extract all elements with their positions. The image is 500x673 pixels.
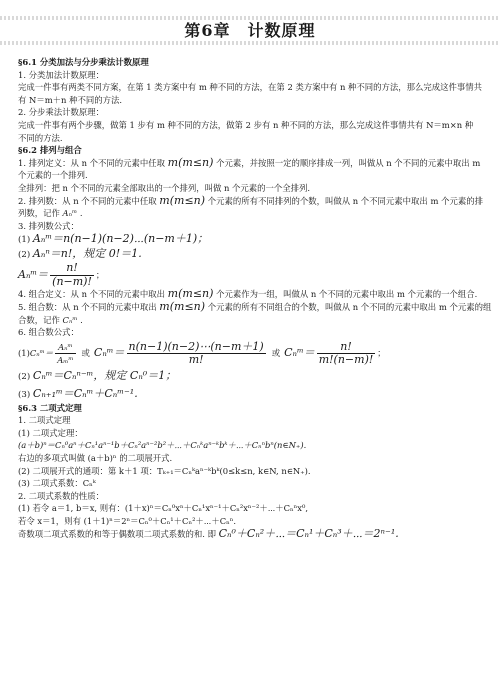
multiplication-principle-text-2: 不同的方法.	[18, 132, 63, 143]
permutation-condition: m(m≤n)	[167, 155, 214, 169]
combination-number-text-b: 个元素的所有不同组合的个数，叫做从 n 个不同的元素中取出 m 个元素的组	[207, 301, 492, 312]
combination-number-text-d: .	[80, 314, 83, 325]
combination-formula-1c-lhs: Cₙᵐ＝	[284, 346, 315, 360]
binomial-theorem-formula: (a＋b)ⁿ＝Cₙ⁰aⁿ＋Cₙ¹aⁿ⁻¹b＋Cₙ²aⁿ⁻²b²＋⋯＋Cₙᵏaⁿ⁻ᵏbᵏ＋⋯＋Cₙⁿbⁿ(n∈N₊).	[18, 440, 307, 451]
page-title: 第6章 计数原理	[184, 21, 316, 40]
binomial-expansion-note: 右边的多项式叫做 (a＋b)ⁿ 的二项展开式.	[18, 453, 173, 464]
permutation-formula-title: 3. 排列数公式：	[18, 220, 79, 231]
combination-number-text-c: 合数，记作	[18, 314, 60, 325]
section-heading-6-1: §6.1 分类加法与分步乘法计数原理	[18, 57, 149, 67]
permutation-formula-3-lhs: Aₙᵐ＝	[18, 268, 49, 282]
combination-formula-3-expr: Cₙ₊₁ᵐ＝Cₙᵐ＋Cₙᵐ⁻¹.	[32, 386, 138, 400]
fraction-denominator: (n−m)!	[52, 274, 92, 288]
permutation-formula-3-tail: ；	[95, 270, 105, 281]
permutation-formula-2	[18, 247, 486, 262]
or-text: 或	[271, 348, 281, 359]
combination-number-1	[18, 299, 492, 314]
permutation-formula-2-label: (2)	[18, 250, 31, 261]
permutation-formula-1-expr: Aₙᵐ＝n(n−1)(n−2)⋯(n−m＋1)；	[32, 232, 209, 246]
coefficient-properties-title: 2. 二项式系数的性质：	[18, 490, 105, 501]
combination-formula-3	[18, 387, 486, 402]
or-text: 或	[81, 348, 90, 359]
coefficient-property-3	[18, 528, 486, 541]
combination-formula-1-tail: ；	[377, 348, 386, 359]
permutation-number-1	[18, 195, 486, 208]
general-term-formula: (2) 二项展开式的通项：第 k＋1 项：Tₖ₊₁＝Cₙᵏaⁿ⁻ᵏbᵏ(0≤k≤n, k∈N, n∈N₊).	[18, 465, 311, 476]
permutation-formula-2-expr: Aₙⁿ＝n!，规定 0!＝1.	[32, 247, 142, 261]
permutation-number-text-a: 2. 排列数：从 n 个不同的元素中任取	[18, 195, 157, 206]
permutation-formula-3-fraction	[50, 262, 94, 288]
combination-number-2	[18, 314, 486, 327]
addition-principle-text-2: 有 N＝m＋n 种不同的方法.	[18, 94, 123, 105]
coefficient-property-2: 若令 x＝1，则有 (1＋1)ⁿ＝2ⁿ＝Cₙ⁰＋Cₙ¹＋Cₙ²＋⋯＋Cₙⁿ.	[18, 516, 237, 527]
combination-formula-1-prefix: Cₙᵐ＝	[29, 348, 54, 359]
fraction-numerator: n!	[50, 262, 94, 276]
combination-formula-3-label: (3)	[18, 389, 31, 400]
combination-formula-2-expr: Cₙᵐ＝Cₙⁿ⁻ᵐ，规定 Cₙ⁰＝1；	[32, 368, 177, 382]
combination-formula-1	[18, 339, 486, 369]
permutation-number-text-d: .	[79, 208, 83, 219]
combination-fraction-a	[55, 341, 75, 367]
permutation-number-text-b: 个元素的所有不同排列的个数，叫做从 n 个不同元素中取出 m 个元素的排	[207, 195, 483, 206]
permutation-formula-1	[18, 232, 486, 247]
permutation-formula-1-label: (1)	[18, 235, 31, 246]
combination-fraction-c	[317, 341, 376, 367]
permutation-number-condition: m(m≤n)	[159, 193, 206, 207]
combination-symbol: Cₙᵐ	[62, 314, 78, 325]
permutation-symbol: Aₙᵐ	[62, 208, 78, 219]
fraction-numerator: n(n−1)(n−2)⋯(n−m＋1)	[128, 339, 264, 353]
section-heading-6-2: §6.2 排列与组合	[18, 145, 82, 156]
fraction-denominator: Aₘᵐ	[57, 355, 74, 366]
combination-number-condition: m(m≤n)	[159, 299, 206, 313]
binomial-theorem-title: 1. 二项式定理	[18, 415, 71, 426]
combination-condition: m(m≤n)	[167, 287, 214, 301]
multiplication-principle-text-1: 完成一件事有两个步骤，做第 1 步有 m 种不同的方法，做第 2 步有 n 种不同的方法，那么完成这件事情共有 N＝m×n 种	[18, 119, 474, 130]
binomial-theorem-subtitle: (1) 二项式定理：	[18, 427, 83, 438]
combination-formula-1b-lhs: Cₙᵐ＝	[93, 346, 125, 360]
permutation-definition-1	[18, 157, 486, 170]
permutation-definition-text-a: 1. 排列定义：从 n 个不同的元素中任取	[18, 157, 165, 168]
combination-formula-2	[18, 369, 486, 384]
permutation-number-text-c: 列数，记作	[18, 208, 60, 219]
combination-definition-text-a: 4. 组合定义：从 n 个不同的元素中取出	[18, 289, 165, 300]
fraction-denominator: m!(n−m)!	[318, 353, 374, 367]
document-body	[18, 56, 492, 540]
addition-principle-text-1: 完成一件事有两类不同方案，在第 1 类方案中有 m 种不同的方法，在第 2 类方案中有 n 种不同的方法，那么完成这件事情共	[18, 82, 483, 93]
full-permutation-definition: 全排列：把 n 个不同的元素全部取出的一个排列，叫做 n 个元素的一个全排列.	[18, 182, 311, 193]
title-rule-bottom	[0, 41, 500, 45]
permutation-definition-2: 个元素的一个排列.	[18, 170, 88, 181]
addition-principle-title: 1. 分类加法计数原理：	[18, 69, 105, 80]
combination-number-text-a: 5. 组合数：从 n 个不同的元素中取出	[18, 301, 157, 312]
binomial-coefficient: (3) 二项式系数：Cₙᵏ	[18, 478, 96, 489]
fraction-numerator: n!	[317, 341, 376, 355]
combination-fraction-b	[127, 341, 266, 367]
fraction-numerator: Aₙᵐ	[55, 341, 75, 355]
coefficient-property-3-formula: Cₙ⁰＋Cₙ²＋⋯＝Cₙ¹＋Cₙ³＋⋯＝2ⁿ⁻¹.	[218, 526, 399, 540]
coefficient-property-3-text: 奇数项二项式系数的和等于偶数项二项式系数的和. 即	[18, 528, 216, 539]
combination-definition	[18, 288, 486, 301]
permutation-definition-text-b: 个元素，并按照一定的顺序排成一列，叫做从 n 个不同的元素中取出 m	[216, 157, 481, 168]
combination-definition-text-b: 个元素作为一组，叫做从 n 个不同的元素中取出 m 个元素的一个组合.	[216, 289, 478, 300]
fraction-denominator: m!	[188, 353, 204, 367]
title-banner	[0, 0, 500, 56]
combination-formula-1-label: (1)	[18, 348, 30, 359]
multiplication-principle-title: 2. 分步乘法计数原理：	[18, 107, 105, 118]
combination-formula-2-label: (2)	[18, 371, 31, 382]
combination-formula-title: 6. 组合数公式：	[18, 327, 79, 338]
section-heading-6-3: §6.3 二项式定理	[18, 402, 82, 413]
coefficient-property-1: (1) 若令 a＝1, b＝x, 则有：(1＋x)ⁿ＝Cₙ⁰xⁿ＋Cₙ¹xⁿ⁻¹＋Cₙ²xⁿ⁻²＋⋯＋Cₙⁿx⁰,	[18, 503, 309, 514]
permutation-formula-3	[18, 262, 486, 288]
permutation-number-2	[18, 207, 486, 220]
